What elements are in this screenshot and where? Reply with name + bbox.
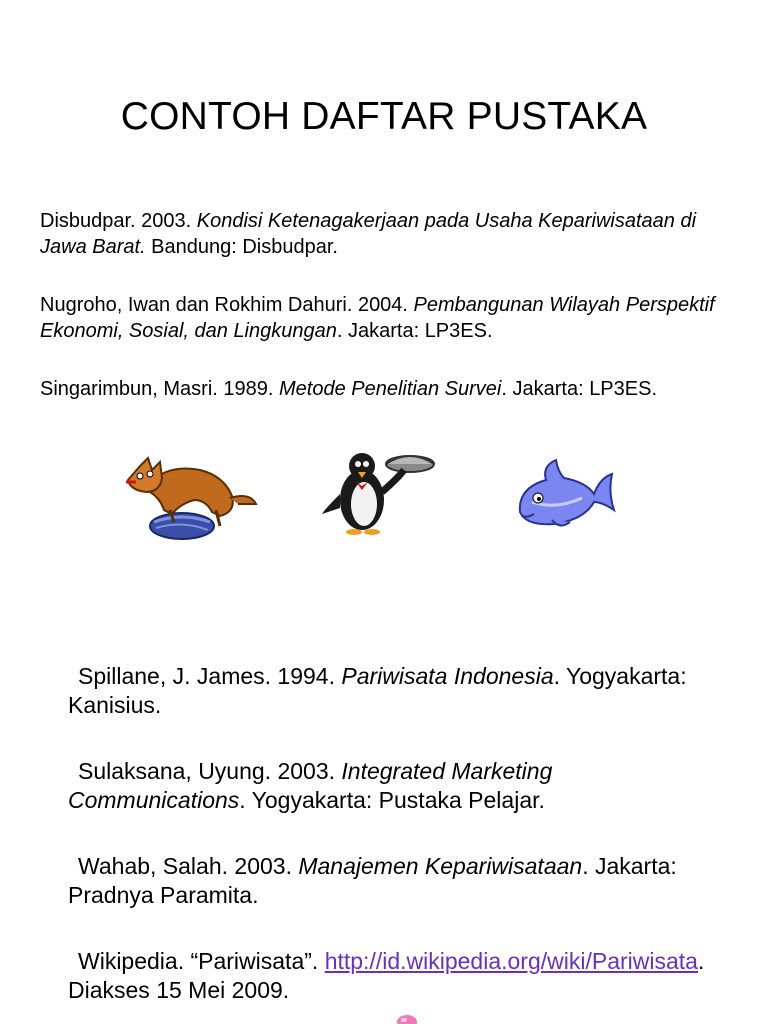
reference-item (68, 662, 708, 720)
reference-access-date: . Diakses 15 Mei 2009. (68, 948, 705, 1003)
reference-book-title: Kondisi Ketenagakerjaan pada Usaha Kepariwisataan di Jawa Barat. (40, 210, 697, 258)
page-title: CONTOH DAFTAR PUSTAKA (120, 95, 648, 138)
blue-fish-icon (512, 458, 616, 534)
reference-item (40, 208, 740, 260)
reference-item (40, 376, 700, 402)
reference-book-title: Pariwisata Indonesia (341, 663, 554, 689)
pink-flower-icon (392, 1012, 422, 1024)
reference-author: Wahab, Salah. 2003. (78, 853, 299, 879)
reference-item (68, 947, 708, 1005)
wikipedia-link[interactable]: http://id.wikipedia.org/wiki/Pariwisata (324, 948, 698, 974)
reference-publisher: . Yogyakarta: Pustaka Pelajar. (239, 787, 545, 813)
reference-author: Disbudpar. 2003. (40, 210, 197, 232)
reference-author: Sulaksana, Uyung. 2003. (78, 758, 342, 784)
reference-publisher: Bandung: Disbudpar. (145, 236, 338, 258)
reference-publisher: . Yogyakarta: Kanisius. (68, 663, 687, 718)
reference-book-title: Integrated Marketing Communications (68, 758, 553, 813)
reference-book-title: Pembangunan Wilayah Perspektif Ekonomi, Sosial, dan Lingkungan (40, 294, 715, 342)
reference-book-title: Manajemen Kepariwisataan (298, 853, 583, 879)
reference-author: Nugroho, Iwan dan Rokhim Dahuri. 2004. (40, 294, 414, 316)
cat-on-ball-icon (120, 452, 260, 544)
reference-author: Spillane, J. James. 1994. (78, 663, 342, 689)
reference-author: Wikipedia. “Pariwisata”. (78, 948, 325, 974)
reference-item (40, 292, 740, 344)
reference-publisher: . Jakarta: LP3ES. (501, 378, 658, 400)
reference-author: Singarimbun, Masri. 1989. (40, 378, 280, 400)
reference-publisher: . Jakarta: LP3ES. (336, 320, 493, 342)
reference-item (68, 852, 708, 910)
reference-book-title: Metode Penelitian Survei (279, 378, 502, 400)
reference-publisher: . Jakarta: Pradnya Paramita. (68, 853, 677, 908)
penguin-waiter-icon (318, 448, 440, 536)
reference-item (68, 757, 708, 815)
